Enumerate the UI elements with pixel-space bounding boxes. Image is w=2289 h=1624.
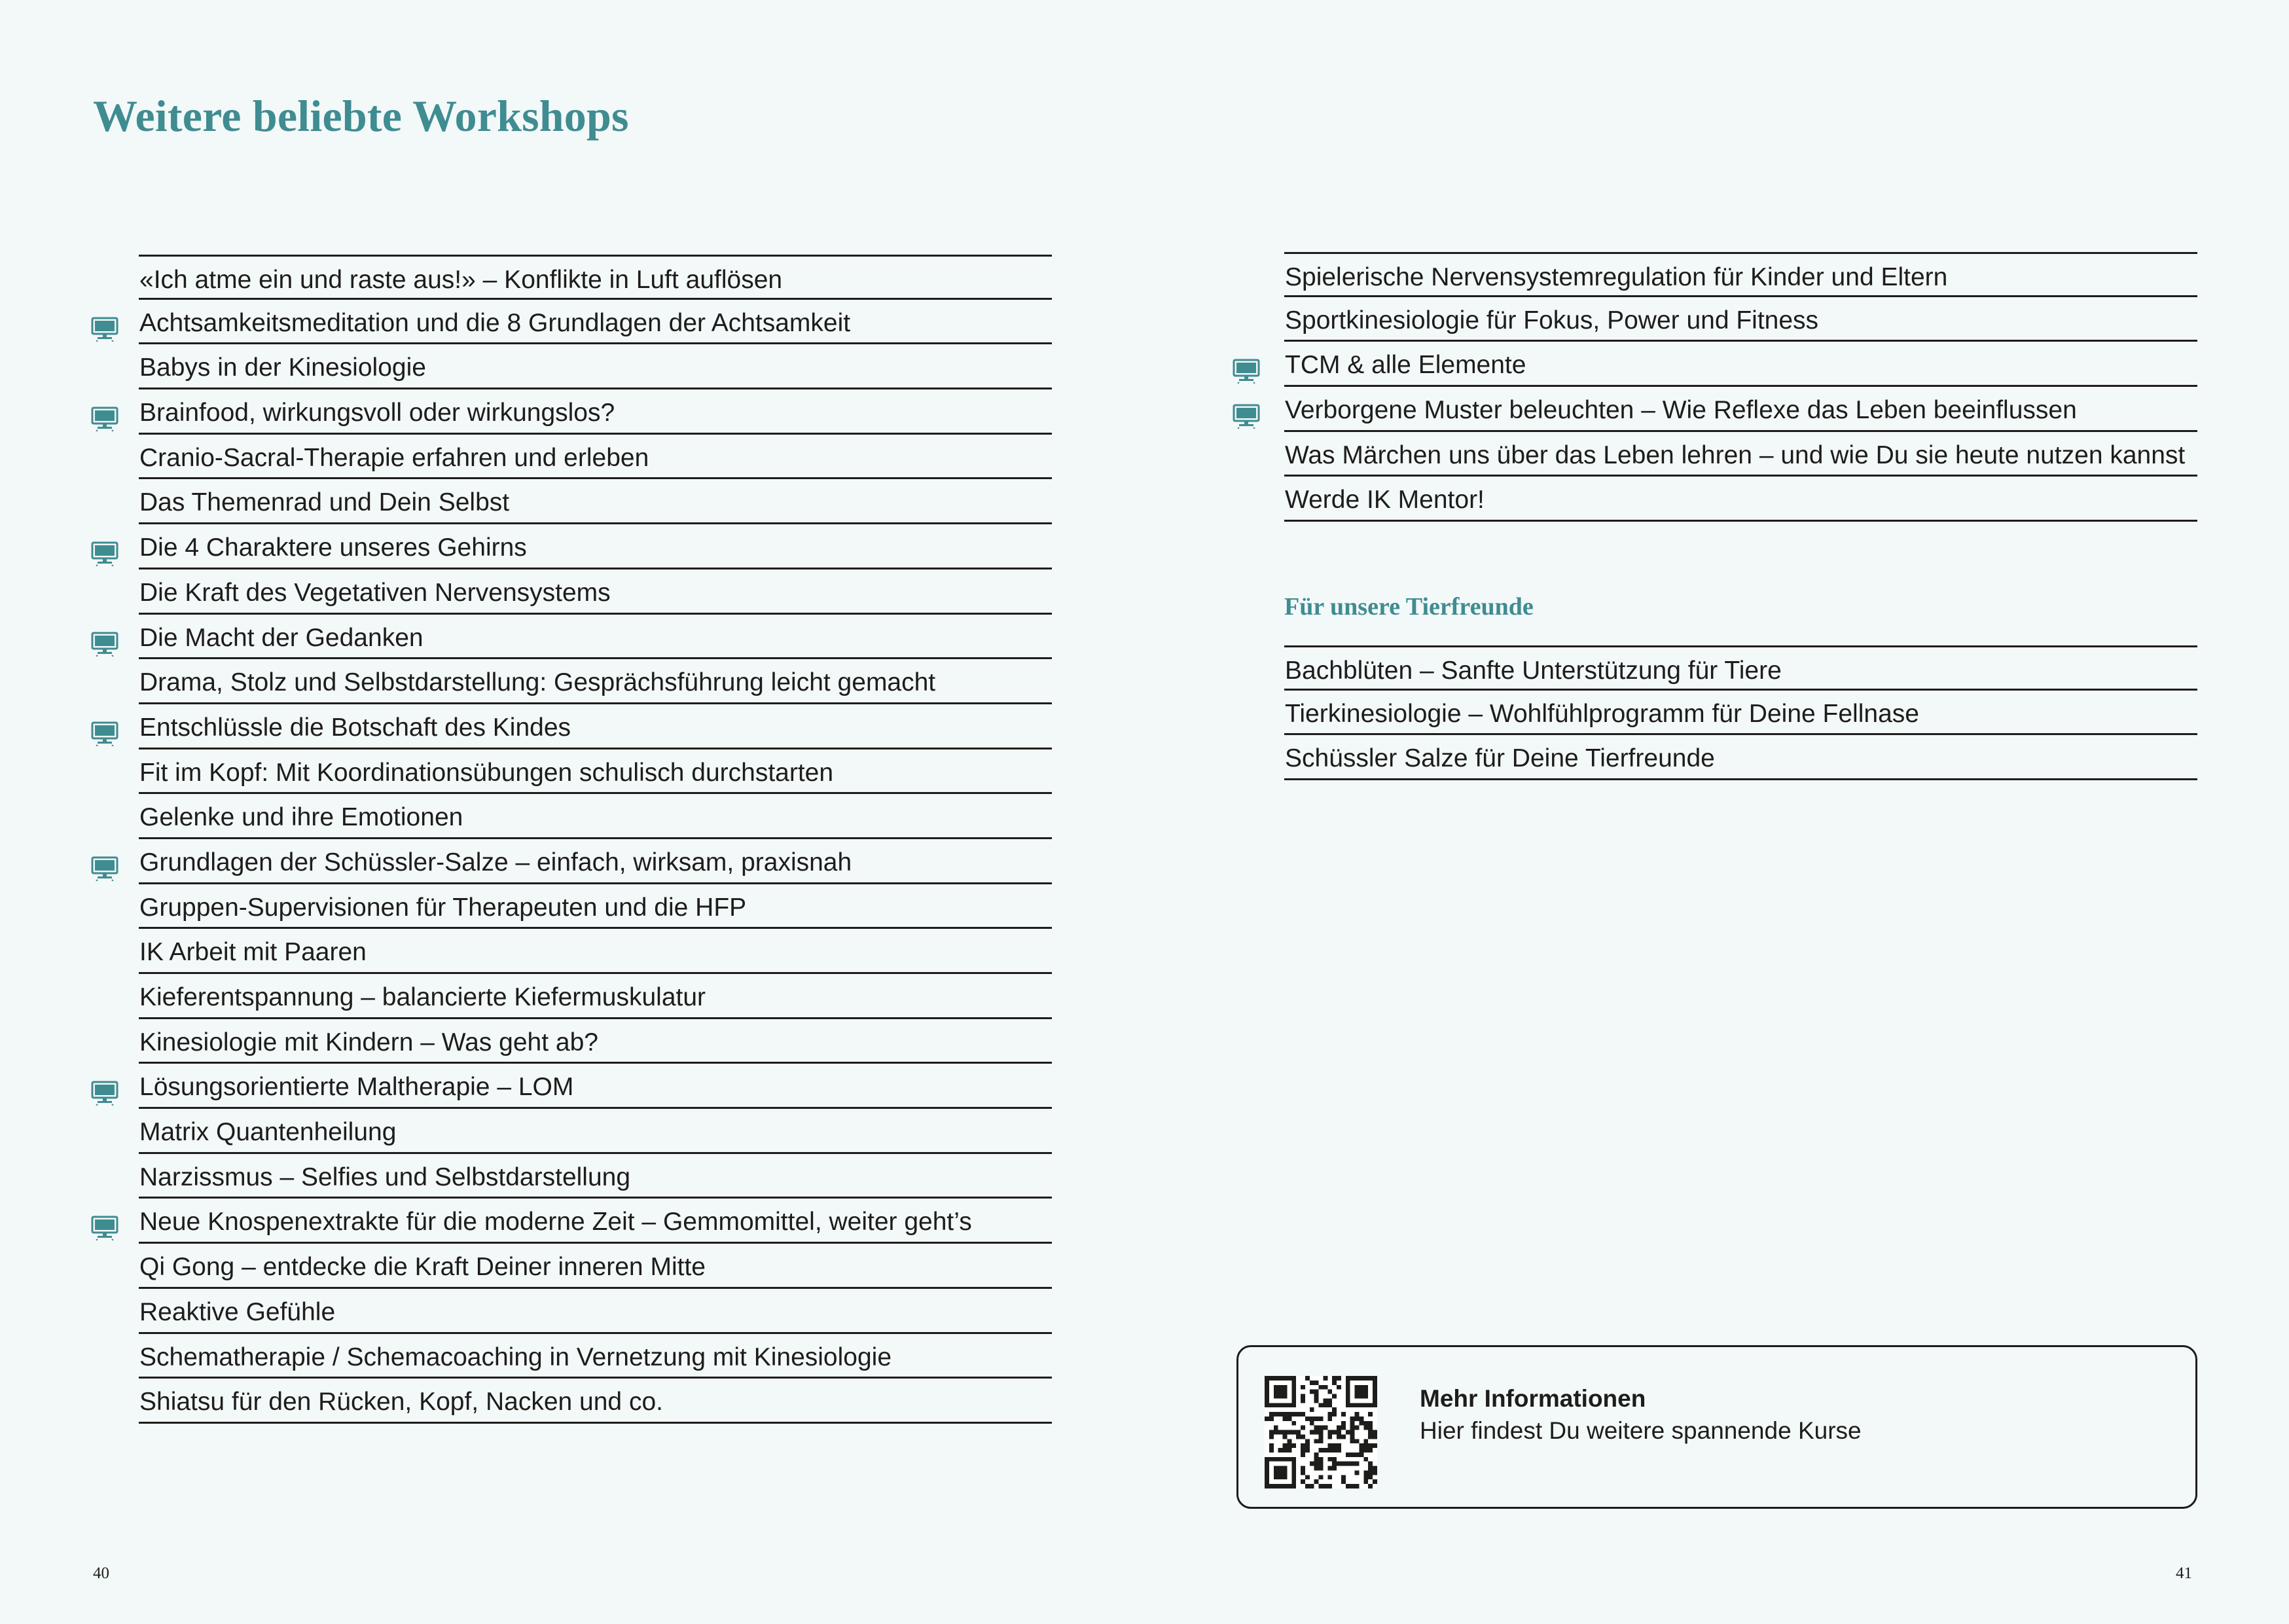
- workshop-item: [139, 435, 1052, 480]
- workshop-item: [1284, 297, 2197, 342]
- monitor-icon: [1233, 353, 1260, 378]
- workshop-item: [139, 255, 1052, 300]
- workshop-item: [1284, 735, 2197, 780]
- more-info-box: [1236, 1345, 2197, 1509]
- workshop-label: Die Kraft des Vegetativen Nervensystems: [139, 578, 611, 607]
- workshop-item: [139, 1379, 1052, 1424]
- workshop-item: [139, 1154, 1052, 1199]
- workshop-label: Verborgene Muster beleuchten – Wie Reflexe das Leben beeinflussen: [1285, 396, 2077, 425]
- workshop-label: Tierkinesiologie – Wohlfühlprogramm für Deine Fellnase: [1285, 699, 1919, 728]
- monitor-icon: [91, 1210, 118, 1235]
- workshop-label: TCM & alle Elemente: [1285, 351, 1526, 380]
- workshop-item: [1284, 342, 2197, 387]
- workshop-item: [139, 389, 1052, 435]
- workshop-item: [1284, 691, 2197, 736]
- workshop-label: «Ich atme ein und raste aus!» – Konflikte in Luft auflösen: [139, 266, 783, 294]
- workshop-label: Lösungsorientierte Maltherapie – LOM: [139, 1073, 574, 1102]
- workshop-item: [1284, 252, 2197, 297]
- workshop-list-right: [1284, 252, 2197, 522]
- workshop-label: Das Themenrad und Dein Selbst: [139, 488, 510, 517]
- workshop-label: Reaktive Gefühle: [139, 1297, 336, 1326]
- workshop-label: Gelenke und ihre Emotionen: [139, 803, 463, 832]
- workshop-label: Brainfood, wirkungsvoll oder wirkungslos?: [139, 399, 615, 427]
- workshop-item: [139, 479, 1052, 524]
- workshop-label: Grundlagen der Schüssler-Salze – einfach, wirksam, praxisnah: [139, 848, 852, 876]
- workshop-label: Matrix Quantenheilung: [139, 1118, 397, 1147]
- workshop-label: Shiatsu für den Rücken, Kopf, Nacken und co.: [139, 1388, 663, 1416]
- info-text: Hier findest Du weitere spannende Kurse: [1420, 1417, 1862, 1444]
- workshop-label: Die 4 Charaktere unseres Gehirns: [139, 533, 527, 562]
- workshop-item: [139, 704, 1052, 749]
- workshop-item: [139, 569, 1052, 615]
- workshop-label: Die Macht der Gedanken: [139, 623, 424, 652]
- workshop-label: Qi Gong – entdecke die Kraft Deiner inneren Mitte: [139, 1253, 706, 1282]
- workshop-label: Schematherapie / Schemacoaching in Vernetzung mit Kinesiologie: [139, 1343, 892, 1371]
- workshop-item: [139, 839, 1052, 884]
- workshop-item: [139, 524, 1052, 569]
- workshop-label: Babys in der Kinesiologie: [139, 353, 426, 382]
- page-title: Weitere beliebte Workshops: [93, 91, 629, 141]
- workshop-list-left: [139, 255, 1052, 1424]
- workshop-label: Kinesiologie mit Kindern – Was geht ab?: [139, 1028, 598, 1056]
- workshop-item: [139, 1199, 1052, 1244]
- workshop-label: Fit im Kopf: Mit Koordinationsübungen schulisch durchstarten: [139, 758, 834, 787]
- workshop-label: Narzissmus – Selfies und Selbstdarstellung: [139, 1163, 631, 1191]
- workshop-item: [1284, 477, 2197, 522]
- workshop-item: [139, 974, 1052, 1019]
- monitor-icon: [91, 312, 118, 336]
- page-number-left: 40: [93, 1564, 109, 1582]
- workshop-item: [1284, 432, 2197, 477]
- monitor-icon: [91, 851, 118, 876]
- monitor-icon: [91, 626, 118, 651]
- workshop-item: [139, 1334, 1052, 1379]
- workshop-label: Gruppen-Supervisionen für Therapeuten und die HFP: [139, 893, 747, 922]
- info-title: Mehr Informationen: [1420, 1385, 1646, 1412]
- workshop-item: [139, 615, 1052, 660]
- workshop-item: [139, 884, 1052, 929]
- workshop-item: [139, 659, 1052, 704]
- monitor-icon: [91, 536, 118, 561]
- workshop-item: [139, 1019, 1052, 1064]
- workshop-item: [139, 344, 1052, 389]
- workshop-label: Neue Knospenextrakte für die moderne Zeit – Gemmomittel, weiter geht’s: [139, 1208, 972, 1236]
- monitor-icon: [91, 401, 118, 426]
- workshop-label: Schüssler Salze für Deine Tierfreunde: [1285, 744, 1715, 773]
- workshop-item: [139, 749, 1052, 795]
- qr-code-icon[interactable]: [1265, 1376, 1377, 1489]
- workshop-label: Spielerische Nervensystemregulation für Kinder und Eltern: [1285, 263, 1948, 291]
- monitor-icon: [91, 1075, 118, 1100]
- workshop-label: Bachblüten – Sanfte Unterstützung für Tiere: [1285, 657, 1782, 685]
- workshop-label: Cranio-Sacral-Therapie erfahren und erleben: [139, 443, 649, 472]
- animals-heading: Für unsere Tierfreunde: [1284, 593, 1534, 621]
- workshop-label: Drama, Stolz und Selbstdarstellung: Gesprächsführung leicht gemacht: [139, 668, 936, 697]
- animals-workshop-list: [1284, 645, 2197, 780]
- workshop-label: Achtsamkeitsmeditation und die 8 Grundlagen der Achtsamkeit: [139, 308, 851, 337]
- workshop-item: [139, 794, 1052, 839]
- workshop-item: [139, 300, 1052, 345]
- workshop-item: [139, 1064, 1052, 1109]
- workshop-item: [1284, 645, 2197, 691]
- workshop-label: Sportkinesiologie für Fokus, Power und Fitness: [1285, 306, 1819, 334]
- workshop-label: IK Arbeit mit Paaren: [139, 938, 367, 967]
- workshop-item: [139, 1244, 1052, 1289]
- workshop-label: Werde IK Mentor!: [1285, 486, 1485, 514]
- workshop-label: Was Märchen uns über das Leben lehren – und wie Du sie heute nutzen kannst: [1285, 441, 2186, 469]
- workshop-item: [139, 1289, 1052, 1334]
- workshop-label: Kieferentspannung – balancierte Kiefermuskulatur: [139, 983, 706, 1011]
- workshop-item: [139, 1109, 1052, 1154]
- workshop-item: [1284, 387, 2197, 432]
- monitor-icon: [1233, 399, 1260, 424]
- monitor-icon: [91, 716, 118, 741]
- workshop-label: Entschlüssle die Botschaft des Kindes: [139, 713, 571, 742]
- page-number-right: 41: [2176, 1564, 2192, 1582]
- workshop-item: [139, 929, 1052, 974]
